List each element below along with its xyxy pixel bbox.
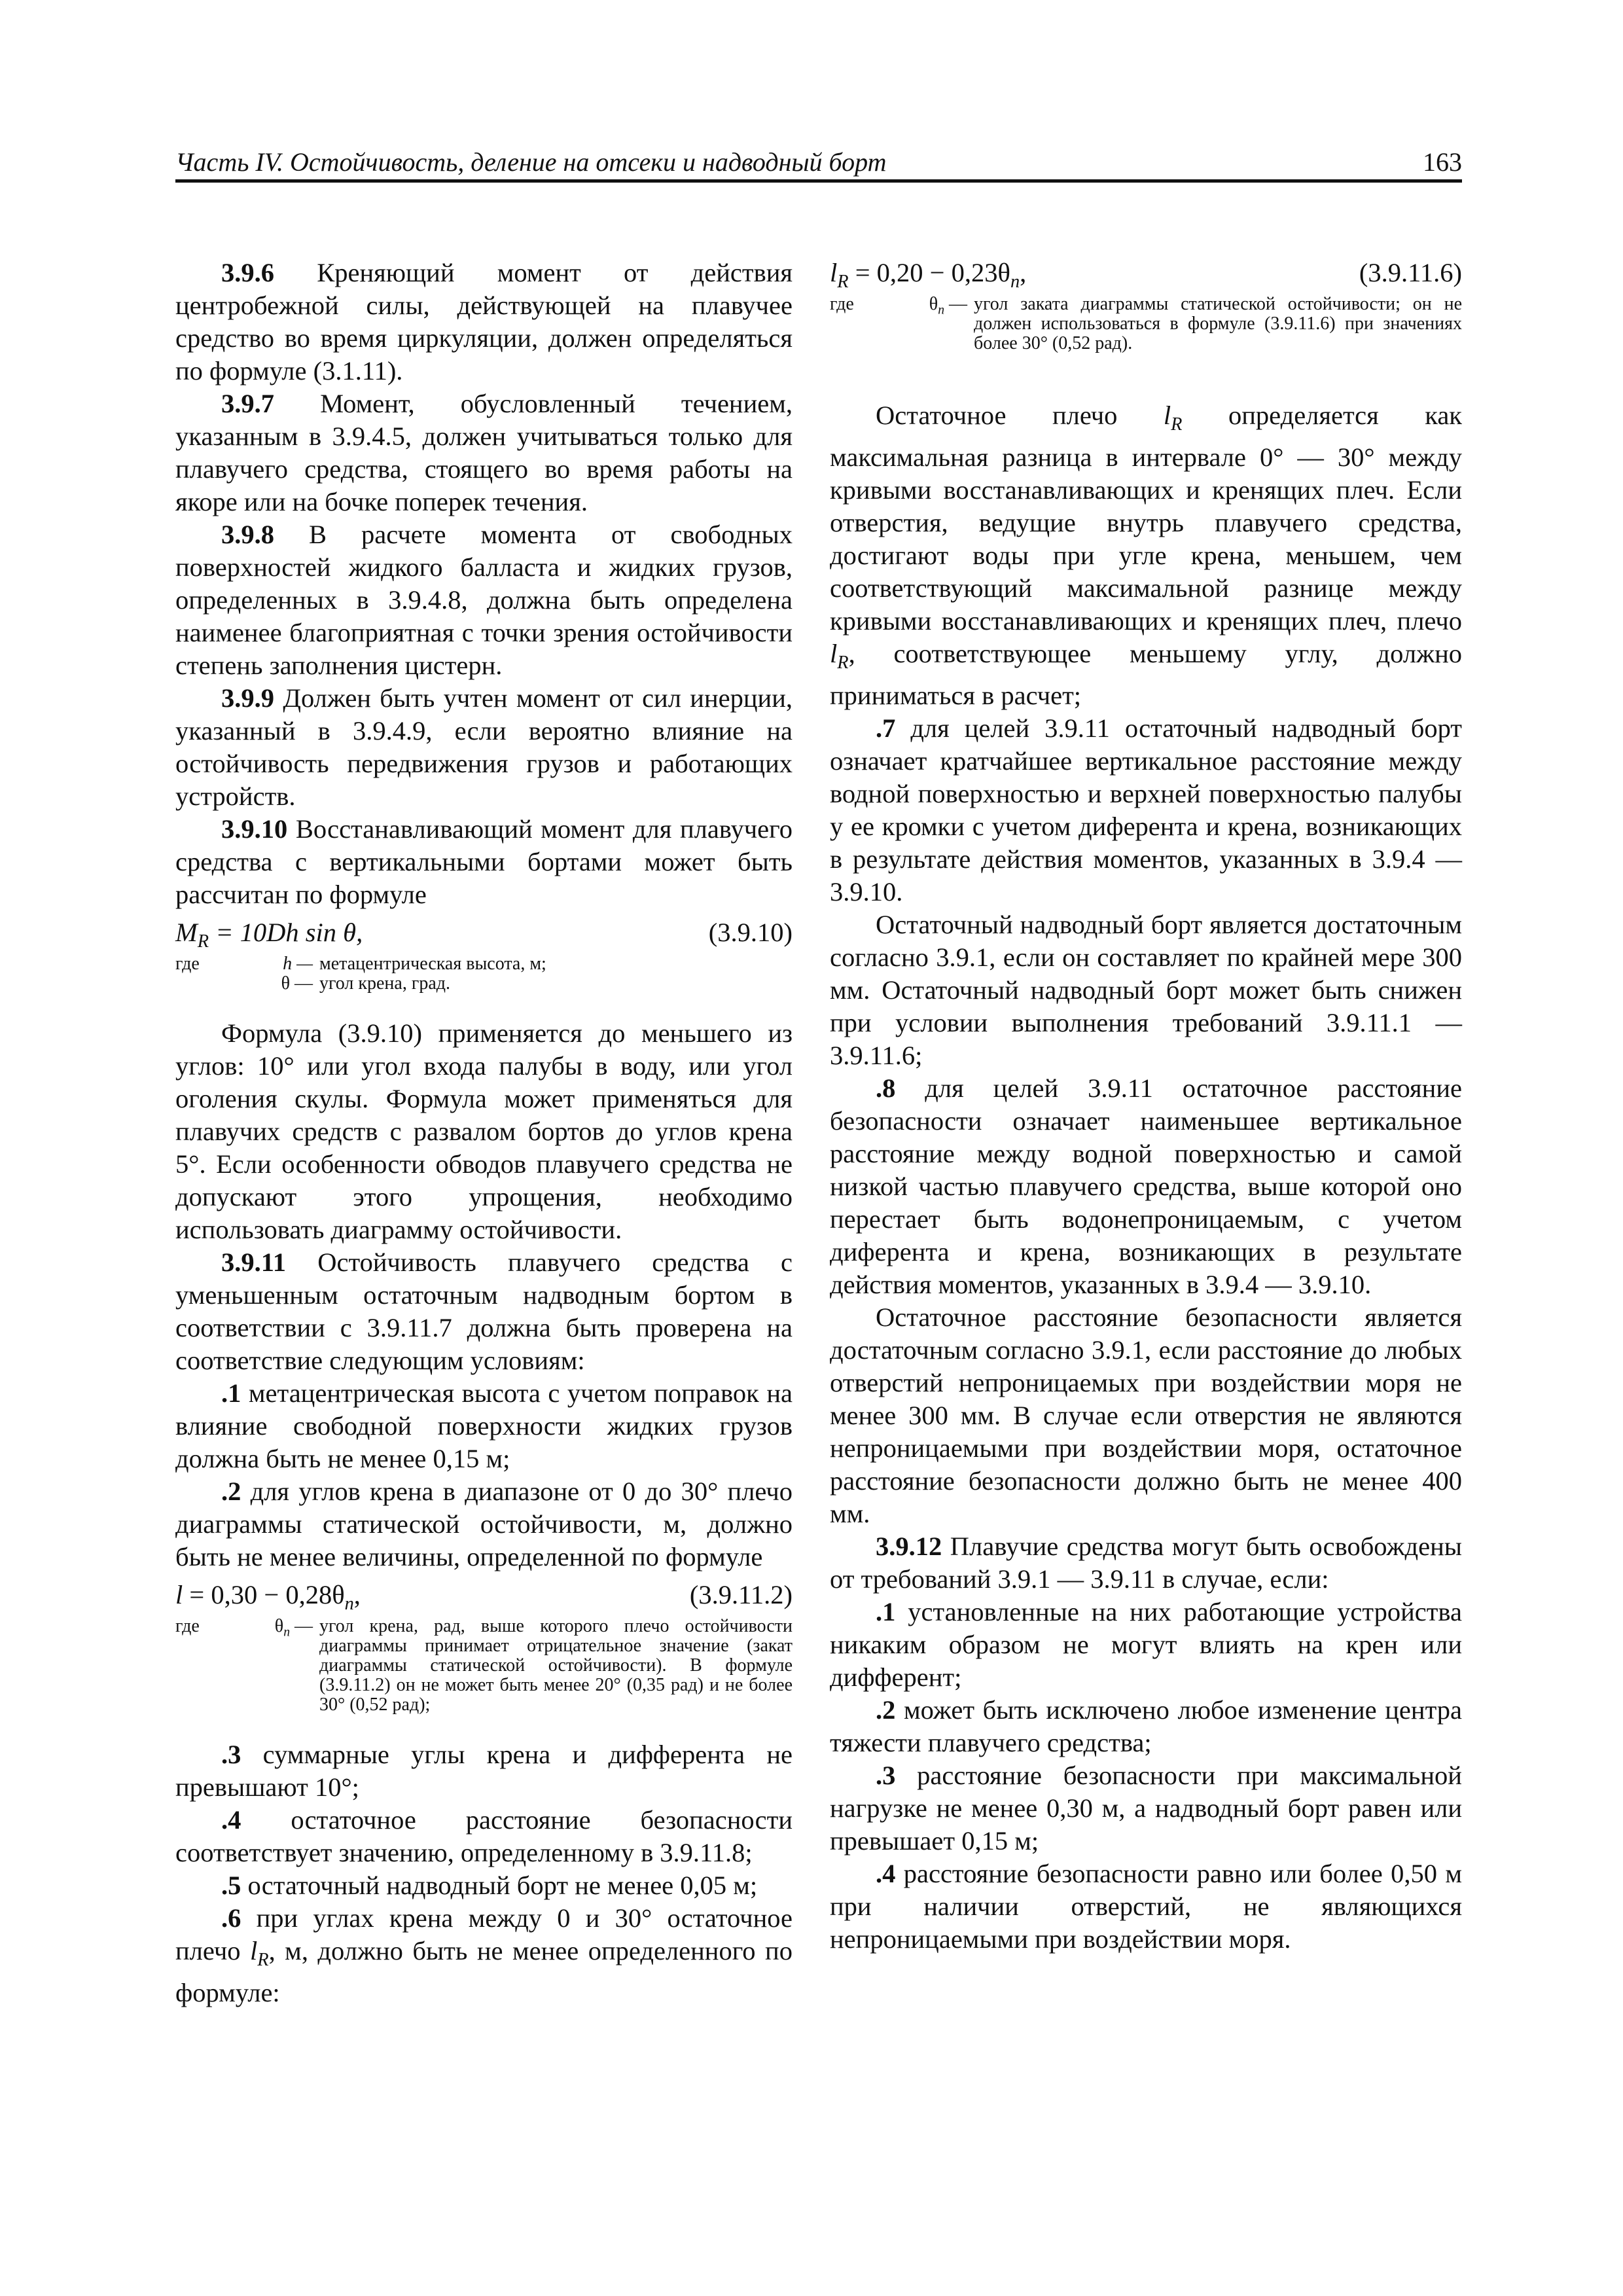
where-dash: — (944, 294, 967, 314)
formula-expression (175, 1579, 361, 1621)
right-column (830, 257, 1462, 1956)
paragraph-3-9-8 (175, 518, 793, 682)
item-7 (830, 712, 1462, 908)
formula-number: (3.9.10) (708, 918, 793, 947)
where-subscript: n (938, 303, 944, 317)
item-text: при углах крена между 0 и 30° остаточное плечо (175, 1903, 793, 1965)
formula-3-9-11-2 (175, 1579, 793, 1613)
item-number: .2 (221, 1477, 241, 1506)
paragraph-formula-usage: Формула (3.9.10) применяется до меньшего из углов: 10° или угол входа палубы в воду, или угол оголения скулы. Формула может применяться для плавучих средств с развалом бортов до углов крена 5°. Если особенности обводов плавучего средства не допускают этого упрощения, необходимо использовать диаграмму остойчивости. (175, 1018, 793, 1244)
item-number: .6 (221, 1903, 241, 1933)
item-number: .4 (221, 1805, 241, 1835)
item-2 (175, 1475, 793, 1573)
paragraph-symbol: l (830, 639, 838, 669)
item-3 (175, 1738, 793, 1804)
formula-subscript: R (197, 931, 209, 952)
item-text: остаточное расстояние безопасности соответствует значению, определенному в 3.9.11.8; (175, 1805, 793, 1867)
paragraph-text: определяется как максимальная разница в интервале 0° — 30° между кривыми восстанавливающих и кренящих плеч. Если отверстия, ведущие внутрь плавучего средства, достигают воды при угле крена, меньшем, чем соответствующий максимальной разнице между кривыми восстанавливающих и кренящих плеч, плечо (830, 401, 1462, 636)
where-label: где (830, 294, 854, 314)
item-text: , м, должно быть не менее определенного по формуле: (175, 1936, 793, 2008)
paragraph-3-9-10 (175, 813, 793, 911)
item-number: .3 (221, 1740, 241, 1769)
item-number: .8 (876, 1073, 896, 1103)
where-symbol: h — (283, 954, 313, 974)
paragraph-text: Плавучие средства могут быть освобождены от требований 3.9.1 — 3.9.11 в случае, если: (830, 1532, 1462, 1594)
item-5 (175, 1869, 793, 1902)
paragraph-residual-freeboard: Остаточный надводный борт является достаточным согласно 3.9.1, если он составляет по крайней мере 300 мм. Остаточный надводный борт может быть снижен при условии выполнения требований 3.9.11.1 — 3.9.11.6; (830, 910, 1462, 1071)
paragraph-text: , соответствующее меньшему углу, должно приниматься в расчет; (830, 639, 1462, 711)
header-title: Часть IV. Остойчивость, деление на отсеки и надводный борт (175, 147, 887, 177)
formula-tail: , (1020, 258, 1027, 287)
paragraph-3-9-11 (175, 1246, 793, 1377)
item-number: .1 (221, 1378, 241, 1408)
exemption-item-4 (830, 1857, 1462, 1956)
where-label: где (175, 954, 200, 974)
formula-expression (175, 916, 363, 958)
paragraph-text: Креняющий момент от действия центробежной силы, действующей на плавучее средство во время циркуляции, должен определяться по формуле (3.1.11). (175, 258, 793, 386)
where-dash: — (290, 1616, 313, 1636)
paragraph-text: Остаточное плечо (876, 401, 1164, 430)
where-subscript: n (283, 1625, 290, 1640)
clause-number: 3.9.11 (221, 1247, 287, 1277)
item-text: расстояние безопасности при максимальной нагрузке не менее 0,30 м, а надводный борт равен или превышает 0,15 м; (830, 1761, 1462, 1856)
formula-number: (3.9.11.6) (1359, 258, 1462, 287)
formula-subscript: R (837, 272, 849, 293)
exemption-item-2 (830, 1694, 1462, 1759)
item-text: для углов крена в диапазоне от 0 до 30° плечо диаграммы статической остойчивости, м, должно быть не менее величины, определенной по формуле (175, 1477, 793, 1571)
item-number: .4 (876, 1859, 896, 1889)
where-symbol: θ (929, 294, 938, 314)
clause-number: 3.9.8 (221, 520, 274, 549)
where-block-3-9-10 (175, 954, 793, 994)
formula-rhs: = 0,30 − 0,28θ (183, 1580, 345, 1609)
formula-symbol: l (175, 1580, 183, 1609)
item-text: суммарные углы крена и дифферента не превышают 10°; (175, 1740, 793, 1802)
paragraph-subscript: R (1171, 414, 1183, 435)
item-number: .7 (876, 713, 896, 744)
item-text: может быть исключено любое изменение центра тяжести плавучего средства; (830, 1695, 1462, 1758)
formula-3-9-11-6 (830, 257, 1462, 291)
item-text: расстояние безопасности равно или более 0,50 м при наличии отверстий, не являющихся непроницаемыми при воздействии моря. (830, 1859, 1462, 1954)
item-text: для целей 3.9.11 остаточный надводный борт означает кратчайшее вертикальное расстояние между водной поверхностью и верхней поверхностью палубы у ее кромки с учетом диферента и крена, возникающих в результате действия моментов, указанных в 3.9.4 — 3.9.10. (830, 713, 1462, 907)
where-definition: угол заката диаграммы статической остойчивости; он не должен использоваться в формуле (3.9.11.6) при значениях более 30° (0,52 рад). (974, 294, 1462, 353)
running-header (175, 143, 1462, 183)
formula-3-9-10 (175, 916, 793, 950)
paragraph-symbol: l (1163, 401, 1171, 430)
item-subscript: R (257, 1950, 269, 1971)
item-text: для целей 3.9.11 остаточное расстояние безопасности означает наименьшее вертикальное расстояние между водной поверхностью и самой низкой частью плавучего средства, выше которой оно перестает быть водонепроницаемым, с учетом диферента и крена, возникающих в результате действия моментов, указанных в 3.9.4 — 3.9.10. (830, 1073, 1462, 1300)
where-block-3-9-11-2 (175, 1617, 793, 1715)
formula-rhs: = 0,20 − 0,23θ (848, 258, 1010, 287)
formula-symbol: M (175, 918, 198, 947)
item-4 (175, 1804, 793, 1869)
item-symbol: l (249, 1936, 258, 1965)
paragraph-text: Момент, обусловленный течением, указанным в 3.9.4.5, должен учитываться только для плавучего средства, стоящего во время работы на якоре или на бочке поперек течения. (175, 389, 793, 516)
item-8 (830, 1072, 1462, 1301)
where-label: где (175, 1616, 200, 1636)
item-number: .1 (876, 1597, 896, 1627)
paragraph-text: Должен быть учтен момент от сил инерции, указанный в 3.9.4.9, если вероятно влияние на остойчивость передвижения грузов и работающих устройств. (175, 683, 793, 811)
item-number: .5 (221, 1871, 241, 1900)
formula-tail: , (353, 1580, 361, 1609)
where-definition: угол крена, рад, выше которого плечо остойчивости диаграммы принимает отрицательное значение (закат диаграммы статической остойчивости). В формуле (3.9.11.2) он не может быть менее 20° (0,35 рад) и не более 30° (0,52 рад); (319, 1616, 793, 1715)
formula-rhs: = 10Dh sin θ, (209, 918, 363, 947)
page-number: 163 (1423, 147, 1462, 177)
formula-subscript: n (1010, 272, 1020, 293)
item-number: .3 (876, 1761, 896, 1791)
paragraph-3-9-7 (175, 387, 793, 518)
clause-number: 3.9.7 (221, 389, 274, 418)
clause-number: 3.9.12 (876, 1532, 942, 1562)
formula-expression (830, 257, 1026, 298)
item-1 (175, 1377, 793, 1475)
formula-symbol: l (830, 258, 838, 287)
paragraph-3-9-9 (175, 682, 793, 813)
paragraph-residual-arm (830, 399, 1462, 712)
paragraph-3-9-12 (830, 1530, 1462, 1596)
item-6 (175, 1902, 793, 2009)
paragraph-text: Остойчивость плавучего средства с уменьшенным остаточным надводным бортом в соответствии с 3.9.11.7 должна быть проверена на соответствие следующим условиям: (175, 1247, 793, 1375)
item-number: .2 (876, 1695, 896, 1725)
item-text: метацентрическая высота с учетом поправок на влияние свободной поверхности жидких грузов должна быть не менее 0,15 м; (175, 1378, 793, 1473)
where-block-3-9-11-6 (830, 295, 1462, 353)
formula-subscript: n (344, 1594, 354, 1615)
paragraph-safety-distance: Остаточное расстояние безопасности является достаточным согласно 3.9.1, если расстояние до любых отверстий непроницаемых при воздействии моря не менее 300 мм. В случае если отверстия не являются непроницаемыми при воздействии моря, остаточное расстояние безопасности должно быть не менее 400 мм. (830, 1302, 1462, 1529)
formula-number: (3.9.11.2) (689, 1580, 793, 1609)
clause-number: 3.9.9 (221, 683, 274, 713)
paragraph-text: Восстанавливающий момент для плавучего средства с вертикальными бортами может быть рассчитан по формуле (175, 814, 793, 909)
paragraph-text: В расчете момента от свободных поверхностей жидкого балласта и жидких грузов, определенных в 3.9.4.8, должна быть определена наименее благоприятная с точки зрения остойчивости степень заполнения цистерн. (175, 520, 793, 680)
exemption-item-1 (830, 1596, 1462, 1694)
clause-number: 3.9.6 (221, 258, 274, 287)
paragraph-3-9-6 (175, 257, 793, 387)
item-text: остаточный надводный борт не менее 0,05 м; (241, 1871, 758, 1900)
where-definition: угол крена, град. (319, 973, 450, 994)
where-definition: метацентрическая высота, м; (319, 954, 546, 974)
clause-number: 3.9.10 (221, 814, 288, 844)
where-symbol: θ (274, 1616, 284, 1636)
exemption-item-3 (830, 1759, 1462, 1857)
left-column (175, 257, 793, 2009)
paragraph-subscript: R (837, 653, 849, 673)
item-text: установленные на них работающие устройства никаким образом не могут влиять на крен или дифферент; (830, 1597, 1462, 1693)
where-symbol: θ — (281, 973, 313, 994)
